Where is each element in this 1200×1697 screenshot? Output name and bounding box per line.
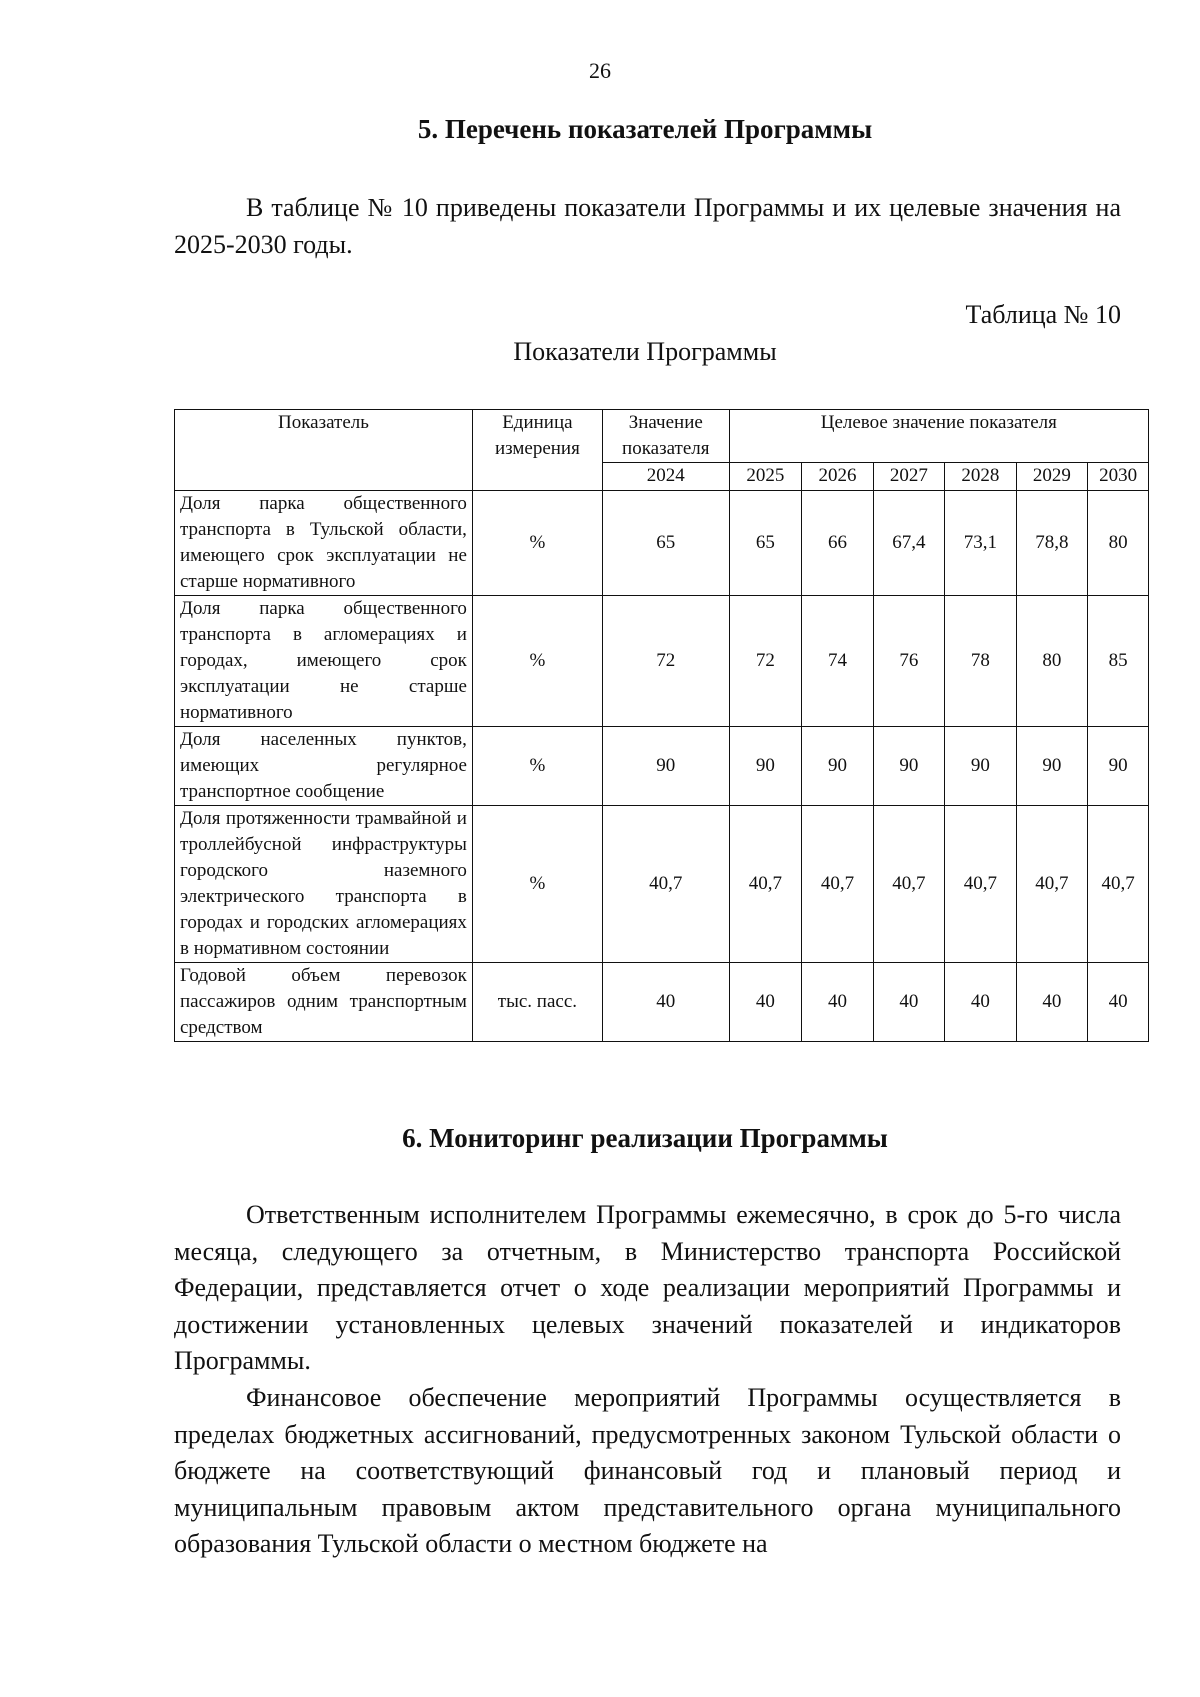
target-value: 66: [802, 491, 873, 596]
target-value: 90: [729, 727, 802, 806]
target-value: 40: [802, 963, 873, 1042]
target-value: 65: [729, 491, 802, 596]
target-value: 40: [1016, 963, 1087, 1042]
header-year: 2028: [945, 463, 1016, 491]
table-row: [175, 806, 1149, 963]
target-value: 85: [1088, 596, 1149, 727]
header-year: 2026: [802, 463, 873, 491]
base-value: 40: [602, 963, 729, 1042]
target-value: 90: [1088, 727, 1149, 806]
target-value: 40: [873, 963, 944, 1042]
header-year: 2027: [873, 463, 944, 491]
base-value: 40,7: [602, 806, 729, 963]
table-row: [175, 596, 1149, 727]
indicator-unit: %: [472, 596, 602, 727]
target-value: 90: [945, 727, 1016, 806]
target-value: 74: [802, 596, 873, 727]
base-value: 72: [602, 596, 729, 727]
page-number: 26: [589, 58, 611, 83]
table-row: [175, 491, 1149, 596]
indicator-name: Доля протяженности трамвайной и троллейбусной инфраструктуры городского наземного электрического транспорта в городах и городских агломерациях в нормативном состоянии: [175, 806, 473, 963]
section-6-heading: 6. Мониторинг реализации Программы: [402, 1123, 888, 1153]
header-base-year: 2024: [602, 463, 729, 491]
target-value: 40,7: [873, 806, 944, 963]
target-value: 78: [945, 596, 1016, 727]
header-indicator: Показатель: [175, 410, 473, 491]
header-unit: Единица измерения: [472, 410, 602, 491]
table-title: Показатели Программы: [513, 337, 777, 366]
target-value: 40,7: [802, 806, 873, 963]
target-value: 40,7: [1088, 806, 1149, 963]
header-year: 2025: [729, 463, 802, 491]
indicator-unit: %: [472, 806, 602, 963]
header-year: 2030: [1088, 463, 1149, 491]
target-value: 78,8: [1016, 491, 1087, 596]
table-row: [175, 727, 1149, 806]
target-value: 40,7: [729, 806, 802, 963]
section-5-heading: 5. Перечень показателей Программы: [417, 114, 873, 144]
target-value: 76: [873, 596, 944, 727]
target-value: 40: [729, 963, 802, 1042]
base-value: 90: [602, 727, 729, 806]
target-value: 90: [1016, 727, 1087, 806]
header-base-value: Значение показателя: [602, 410, 729, 463]
table-row: [175, 963, 1149, 1042]
indicator-unit: %: [472, 491, 602, 596]
target-value: 90: [873, 727, 944, 806]
indicator-name: Доля населенных пунктов, имеющих регулярное транспортное сообщение: [175, 727, 473, 806]
section-5-intro: В таблице № 10 приведены показатели Программы и их целевые значения на 2025-2030 годы.: [174, 193, 1121, 259]
indicator-name: Доля парка общественного транспорта в агломерациях и городах, имеющего срок эксплуатации не старше нормативного: [175, 596, 473, 727]
target-value: 67,4: [873, 491, 944, 596]
target-value: 40,7: [945, 806, 1016, 963]
base-value: 65: [602, 491, 729, 596]
target-value: 80: [1088, 491, 1149, 596]
indicator-name: Доля парка общественного транспорта в Тульской области, имеющего срок эксплуатации не старше нормативного: [175, 491, 473, 596]
table-caption: Таблица № 10: [965, 300, 1121, 329]
indicator-unit: %: [472, 727, 602, 806]
section-6-paragraph-1: Ответственным исполнителем Программы ежемесячно, в срок до 5-го числа месяца, следующего за отчетным, в Министерство транспорта Российской Федерации, представляется отчет о ходе реализации мероприятий Программы и достижении установленных целевых значений показателей и индикаторов Программы.: [174, 1200, 1121, 1375]
indicator-unit: тыс. пасс.: [472, 963, 602, 1042]
section-6-paragraph-2: Финансовое обеспечение мероприятий Программы осуществляется в пределах бюджетных ассигнований, предусмотренных законом Тульской области о бюджете на соответствующий финансовый год и плановый период и муниципальным правовым актом представительного органа муниципального образования Тульской области о местном бюджете на: [174, 1383, 1121, 1558]
target-value: 72: [729, 596, 802, 727]
target-value: 90: [802, 727, 873, 806]
target-value: 73,1: [945, 491, 1016, 596]
indicators-table: [174, 409, 1149, 1042]
target-value: 40,7: [1016, 806, 1087, 963]
header-target-value: Целевое значение показателя: [729, 410, 1148, 463]
target-value: 40: [1088, 963, 1149, 1042]
target-value: 80: [1016, 596, 1087, 727]
target-value: 40: [945, 963, 1016, 1042]
indicator-name: Годовой объем перевозок пассажиров одним транспортным средством: [175, 963, 473, 1042]
header-year: 2029: [1016, 463, 1087, 491]
